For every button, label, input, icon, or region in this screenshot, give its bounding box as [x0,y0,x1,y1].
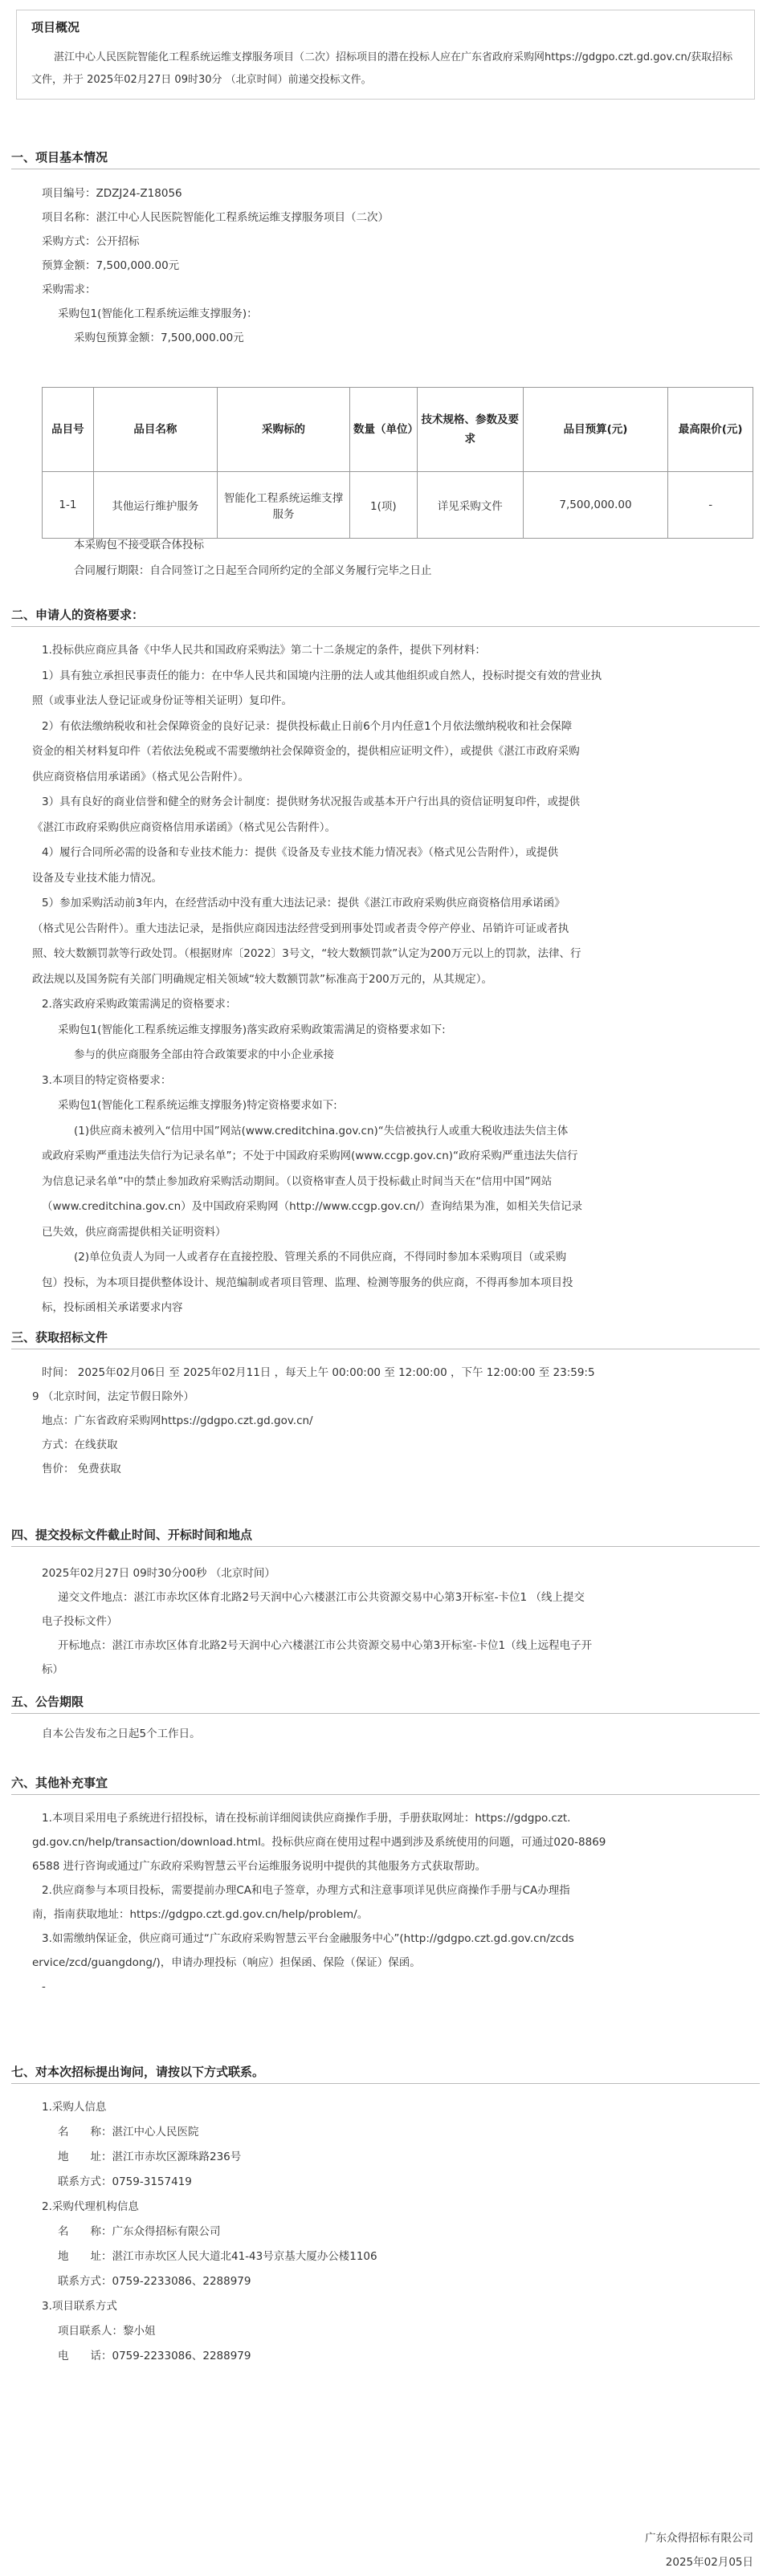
s7-line: 1.采购人信息 [42,2101,107,2114]
s4-line: 2025年02月27日 09时30分00秒 （北京时间） [42,1567,275,1580]
package-note: 合同履行期限：自合同签订之日起至合同所约定的全部义务履行完毕之日止 [74,564,432,577]
s2-line: 资金的相关材料复印件（若依法免税或不需要缴纳社会保障资金的，提供相应证明文件），或提供《湛江市政府采购 [32,745,580,758]
procurement-demand: 采购需求： [42,283,96,296]
s7-line: 2.采购代理机构信息 [42,2200,139,2213]
section-6-heading: 六、其他补充事宜 [11,1776,108,1790]
s6-line: 南，指南获取地址：https://gdgpo.czt.gd.gov.cn/help/problem/。 [32,1908,369,1921]
s2-line: 已失效，供应商需提供相关证明资料） [42,1225,226,1239]
procurement-method: 采购方式：公开招标 [42,235,140,248]
table-cell: 详见采购文件 [417,472,523,539]
s2-line: 包）投标，为本项目提供整体设计、规范编制或者项目管理、监理、检测等服务的供应商，不得再参加本项目投 [42,1276,573,1289]
table-cell: 1(项) [350,472,418,539]
s2-line: 采购包1(智能化工程系统运维支撑服务)特定资格要求如下: [58,1099,337,1112]
s2-line: 政法规以及国务院有关部门明确规定相关领域“较大数额罚款”标准高于200万元的，从其规定）。 [32,972,493,986]
s6-line: - [42,1980,46,1993]
project-name: 项目名称：湛江中心人民医院智能化工程系统运维支撑服务项目（二次） [42,211,389,224]
s2-line: 1.投标供应商应具备《中华人民共和国政府采购法》第二十二条规定的条件，提供下列材料： [42,644,486,657]
s2-line: 2）有依法缴纳税收和社会保障资金的良好记录：提供投标截止日前6个月内任意1个月依法缴纳税收和社会保障 [42,719,573,733]
s2-line: 标，投标函相关承诺要求内容 [42,1301,183,1314]
table-header: 品目预算(元) [523,388,668,472]
table-cell: 其他运行维护服务 [93,472,217,539]
section-7-heading: 七、对本次招标提出询问，请按以下方式联系。 [11,2065,265,2079]
s3-line: 售价： 免费获取 [42,1463,121,1475]
s3-line: 方式：在线获取 [42,1439,118,1451]
s2-line: 采购包1(智能化工程系统运维支撑服务)落实政府采购政策需满足的资格要求如下: [58,1023,446,1036]
table-header: 最高限价(元) [668,388,753,472]
s3-line: 时间： 2025年02月06日 至 2025年02月11日 ，每天上午 00:00:00 至 12:00:00 ，下午 12:00:00 至 23:59:5 [42,1366,595,1379]
overview-text: 湛江中心人民医院智能化工程系统运维支撑服务项目（二次）招标项目的潜在投标人应在广东省政府采购网https://gdgpo.czt.gd.gov.cn/获取招标文件，并于 2025年02月27日 09时30分 （北京时间）前递交投标文件。 [31,51,733,86]
s2-line: 2.落实政府采购政策需满足的资格要求： [42,998,237,1011]
s6-line: 6588 进行咨询或通过广东政府采购智慧云平台运维服务说明中提供的其他服务方式获取帮助。 [32,1860,487,1873]
package-title: 采购包1(智能化工程系统运维支撑服务)： [58,307,258,320]
s2-line: 1）具有独立承担民事责任的能力：在中华人民共和国境内注册的法人或其他组织或自然人，投标时提交有效的营业执 [42,669,602,682]
s2-line: （格式见公告附件）。重大违法记录，是指供应商因违法经营受到刑事处罚或者责令停产停业、吊销许可证或者执 [32,922,569,935]
s6-line: 1.本项目采用电子系统进行招投标，请在投标前详细阅读供应商操作手册，手册获取网址：https://gdgpo.czt. [42,1812,571,1825]
table-row [43,472,753,539]
s7-line: 联系方式：0759-3157419 [58,2175,192,2188]
s7-line: 名 称：广东众得招标有限公司 [58,2225,221,2238]
section-2-heading: 二、申请人的资格要求： [11,608,145,622]
table-cell: 7,500,000.00 [523,472,668,539]
s2-line: (2)单位负责人为同一人或者存在直接控股、管理关系的不同供应商，不得同时参加本采购项目（或采购 [74,1251,567,1264]
signature-date: 2025年02月05日 [665,2556,753,2569]
signature-org: 广东众得招标有限公司 [645,2532,753,2545]
section-5-heading: 五、公告期限 [11,1695,84,1709]
budget-amount: 预算金额：7,500,000.00元 [42,259,180,272]
overview-title: 项目概况 [31,20,80,35]
s2-line: （www.creditchina.gov.cn）及中国政府采购网（http://www.ccgp.gov.cn/）查询结果为准，如相关失信记录 [42,1200,583,1213]
announcement-period: 自本公告发布之日起5个工作日。 [42,1728,201,1740]
s2-line: 3.本项目的特定资格要求： [42,1073,172,1087]
table-cell: - [668,472,753,539]
s4-line: 电子投标文件） [42,1615,118,1628]
s4-line: 开标地点：湛江市赤坎区体育北路2号天润中心六楼湛江市公共资源交易中心第3开标室-卡位1（线上远程电子开 [58,1639,593,1652]
s7-line: 联系方式：0759-2233086、2288979 [58,2275,251,2288]
package-budget: 采购包预算金额：7,500,000.00元 [74,332,244,344]
divider [11,1713,760,1714]
s2-line: 为信息记录名单”中的禁止参加政府采购活动期间。（以资格审查人员于投标截止时间当天在“信用中国”网站 [42,1174,553,1188]
divider [11,1546,760,1547]
section-3-heading: 三、获取招标文件 [11,1330,108,1345]
project-number: 项目编号：ZDZJ24-Z18056 [42,187,182,200]
s6-line: 3.如需缴纳保证金，供应商可通过“广东政府采购智慧云平台金融服务中心”(http://gdgpo.czt.gd.gov.cn/zcds [42,1932,574,1945]
table-header: 数量（单位） [350,388,418,472]
s7-line: 3.项目联系方式 [42,2300,117,2313]
project-overview-box [16,10,755,100]
s2-line: 4）履行合同所必需的设备和专业技术能力：提供《设备及专业技术能力情况表》（格式见公告附件），或提供 [42,846,559,859]
s7-line: 电 话：0759-2233086、2288979 [58,2350,251,2362]
package-note: 本采购包不接受联合体投标 [74,539,204,551]
s7-line: 项目联系人：黎小姐 [58,2325,156,2338]
divider [11,626,760,627]
s2-line: 照（或事业法人登记证或身份证等相关证明）复印件。 [32,694,292,707]
s2-line: 《湛江市政府采购供应商资格信用承诺函》（格式见公告附件）。 [32,820,336,834]
s2-line: 供应商资格信用承诺函》（格式见公告附件）。 [32,770,249,783]
s2-line: 3）具有良好的商业信誉和健全的财务会计制度：提供财务状况报告或基本开户行出具的资信证明复印件，或提供 [42,796,581,808]
table-header: 品目号 [43,388,94,472]
s6-line: gd.gov.cn/help/transaction/download.html。投标供应商在使用过程中遇到涉及系统使用的问题，可通过020-8869 [32,1836,606,1849]
s6-line: ervice/zcd/guangdong/)，申请办理投标（响应）担保函、保险（保证）保函。 [32,1956,421,1969]
s3-line: 9 （北京时间，法定节假日除外） [32,1390,194,1403]
table-header: 采购标的 [217,388,349,472]
s2-line: 照、较大数额罚款等行政处罚。（根据财库〔2022〕3号文，“较大数额罚款”认定为200万元以上的罚款，法律、行 [32,947,581,960]
s2-line: 设备及专业技术能力情况。 [32,871,162,885]
divider [11,1794,760,1795]
table-header: 技术规格、参数及要求 [417,388,523,472]
s2-line: 参与的供应商服务全部由符合政策要求的中小企业承接 [74,1048,334,1061]
table-header: 品目名称 [93,388,217,472]
table-cell: 智能化工程系统运维支撑服务 [217,472,349,539]
s7-line: 名 称：湛江中心人民医院 [58,2126,199,2139]
s2-line: (1)供应商未被列入“信用中国”网站(www.creditchina.gov.cn)“失信被执行人或重大税收违法失信主体 [74,1124,569,1137]
s2-line: 或政府采购严重违法失信行为记录名单”；不处于中国政府采购网(www.ccgp.gov.cn)“政府采购严重违法失信行 [42,1150,578,1162]
section-1-heading: 一、项目基本情况 [11,150,108,165]
section-4-heading: 四、提交投标文件截止时间、开标时间和地点 [11,1528,253,1542]
table-cell: 1-1 [43,472,94,539]
s7-line: 地 址：湛江市赤坎区人民大道北41-43号京基大厦办公楼1106 [58,2250,377,2263]
s4-line: 标） [42,1663,63,1676]
divider [11,2083,760,2084]
s4-line: 递交文件地点：湛江市赤坎区体育北路2号天润中心六楼湛江市公共资源交易中心第3开标室-卡位1 （线上提交 [58,1591,585,1604]
s6-line: 2.供应商参与本项目投标，需要提前办理CA和电子签章，办理方式和注意事项详见供应商操作手册与CA办理指 [42,1884,570,1897]
s7-line: 地 址：湛江市赤坎区源珠路236号 [58,2151,242,2163]
s3-line: 地点：广东省政府采购网https://gdgpo.czt.gd.gov.cn/ [42,1414,313,1427]
items-table [42,387,753,539]
s2-line: 5）参加采购活动前3年内，在经营活动中没有重大违法记录：提供《湛江市政府采购供应商资格信用承诺函》 [42,897,565,910]
